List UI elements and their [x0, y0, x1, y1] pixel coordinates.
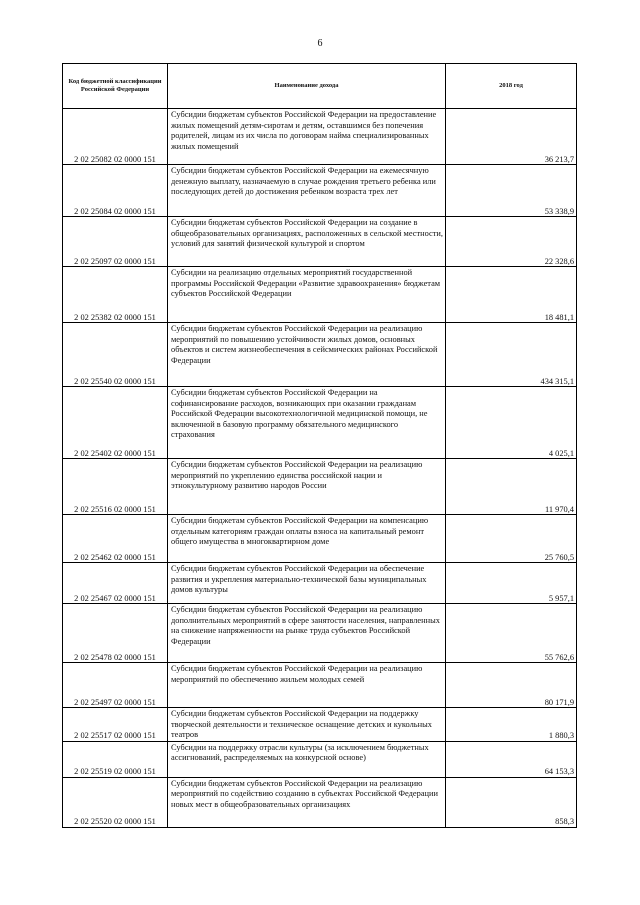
revenue-name: Субсидии на реализацию отдельных мероприятий государственной программы Российской Федерации «Развитие здравоохранения» бюджетам субъектов Российской Федерации	[168, 267, 446, 323]
amount-2018: 5 957,1	[446, 563, 577, 604]
budget-code: 2 02 25382 02 0000 151	[63, 267, 168, 323]
amount-2018: 80 171,9	[446, 663, 577, 708]
page-number: 6	[317, 38, 323, 49]
budget-code: 2 02 25084 02 0000 151	[63, 165, 168, 217]
amount-2018: 4 025,1	[446, 387, 577, 459]
table-header-row	[63, 64, 577, 109]
budget-code: 2 02 25516 02 0000 151	[63, 459, 168, 515]
budget-code: 2 02 25520 02 0000 151	[63, 777, 168, 827]
budget-code: 2 02 25462 02 0000 151	[63, 515, 168, 563]
budget-code: 2 02 25497 02 0000 151	[63, 663, 168, 708]
amount-2018: 25 760,5	[446, 515, 577, 563]
amount-2018: 18 481,1	[446, 267, 577, 323]
amount-2018: 55 762,6	[446, 604, 577, 663]
amount-2018: 11 970,4	[446, 459, 577, 515]
header-code: Код бюджетной классификации Российской Федерации	[63, 64, 168, 109]
revenue-name: Субсидии на поддержку отрасли культуры (за исключением бюджетных ассигнований, распределяемых на конкурсной основе)	[168, 741, 446, 777]
revenue-name: Субсидии бюджетам субъектов Российской Федерации на предоставление жилых помещений детям-сиротам и детям, оставшимся без попечения родителей, лицам из их числа по договорам найма специализированных жилых помещений	[168, 109, 446, 165]
table-row	[63, 563, 577, 604]
revenue-name: Субсидии бюджетам субъектов Российской Федерации на компенсацию отдельным категориям граждан оплаты взноса на капитальный ремонт общего имущества в многоквартирном доме	[168, 515, 446, 563]
revenue-name: Субсидии бюджетам субъектов Российской Федерации на реализацию мероприятий по содействию созданию в субъектах Российской Федерации новых мест в общеобразовательных организациях	[168, 777, 446, 827]
revenue-name: Субсидии бюджетам субъектов Российской Федерации на реализацию мероприятий по укреплению единства российской нации и этнокультурному развитию народов России	[168, 459, 446, 515]
revenue-table	[62, 63, 577, 828]
budget-code: 2 02 25467 02 0000 151	[63, 563, 168, 604]
table-row	[63, 663, 577, 708]
table-row	[63, 459, 577, 515]
amount-2018: 53 338,9	[446, 165, 577, 217]
revenue-name: Субсидии бюджетам субъектов Российской Федерации на обеспечение развития и укрепления материально-технической базы муниципальных домов культуры	[168, 563, 446, 604]
budget-code: 2 02 25097 02 0000 151	[63, 217, 168, 267]
table-row	[63, 267, 577, 323]
budget-code: 2 02 25082 02 0000 151	[63, 109, 168, 165]
revenue-name: Субсидии бюджетам субъектов Российской Федерации на реализацию мероприятий по повышению устойчивости жилых домов, основных объектов и систем жизнеобеспечения в сейсмических районах Российской Федерации	[168, 323, 446, 387]
table-row	[63, 604, 577, 663]
amount-2018: 1 880,3	[446, 708, 577, 742]
table-row	[63, 165, 577, 217]
revenue-name: Субсидии бюджетам субъектов Российской Федерации на ежемесячную денежную выплату, назначаемую в случае рождения третьего ребенка или последующих детей до достижения ребенком возраста трех лет	[168, 165, 446, 217]
table-row	[63, 741, 577, 777]
amount-2018: 36 213,7	[446, 109, 577, 165]
amount-2018: 64 153,3	[446, 741, 577, 777]
revenue-name: Субсидии бюджетам субъектов Российской Федерации на реализацию мероприятий по обеспечению жильем молодых семей	[168, 663, 446, 708]
amount-2018: 434 315,1	[446, 323, 577, 387]
budget-code: 2 02 25402 02 0000 151	[63, 387, 168, 459]
amount-2018: 22 328,6	[446, 217, 577, 267]
revenue-name: Субсидии бюджетам субъектов Российской Федерации на создание в общеобразовательных организациях, расположенных в сельской местности, условий для занятий физической культурой и спортом	[168, 217, 446, 267]
table-row	[63, 515, 577, 563]
table-row	[63, 217, 577, 267]
revenue-name: Субсидии бюджетам субъектов Российской Федерации на поддержку творческой деятельности и техническое оснащение детских и кукольных театров	[168, 708, 446, 742]
table-row	[63, 708, 577, 742]
budget-code: 2 02 25519 02 0000 151	[63, 741, 168, 777]
table-row	[63, 109, 577, 165]
header-name: Наименование дохода	[168, 64, 446, 109]
amount-2018: 858,3	[446, 777, 577, 827]
budget-code: 2 02 25517 02 0000 151	[63, 708, 168, 742]
table-row	[63, 777, 577, 827]
revenue-name: Субсидии бюджетам субъектов Российской Федерации на софинансирование расходов, возникающих при оказании гражданам Российской Федерации высокотехнологичной медицинской помощи, не включенной в базовую программу обязательного медицинского страхования	[168, 387, 446, 459]
table-row	[63, 323, 577, 387]
revenue-name: Субсидии бюджетам субъектов Российской Федерации на реализацию дополнительных мероприятий в сфере занятости населения, направленных на снижение напряженности на рынке труда субъектов Российской Федерации	[168, 604, 446, 663]
budget-code: 2 02 25478 02 0000 151	[63, 604, 168, 663]
header-year: 2018 год	[446, 64, 577, 109]
budget-code: 2 02 25540 02 0000 151	[63, 323, 168, 387]
table-row	[63, 387, 577, 459]
